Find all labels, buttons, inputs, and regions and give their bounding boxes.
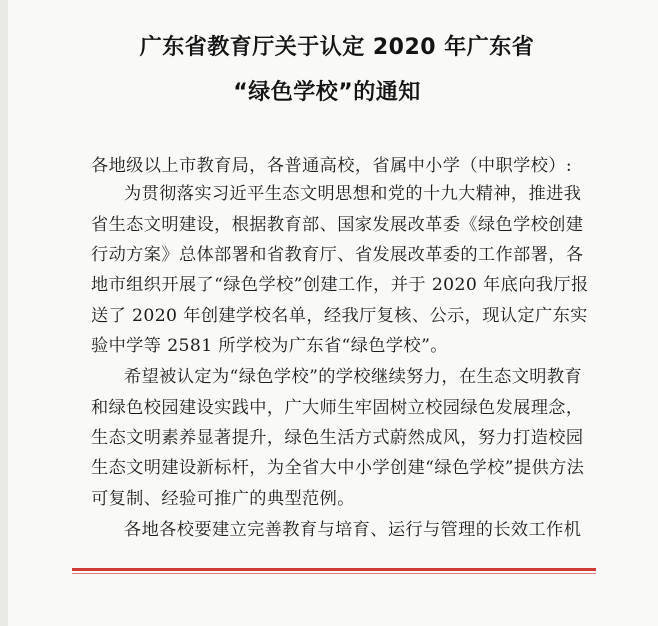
paragraph-1-line-6: 验中学等 2581 所学校为广东省“绿色学校”。 <box>91 336 448 356</box>
paragraph-1-line-5: 送了 2020 年创建学校名单，经我厅复核、公示，现认定广东实 <box>91 306 588 326</box>
paragraph-1-line-2: 省生态文明建设，根据教育部、国家发展改革委《绿色学校创建 <box>91 215 584 235</box>
red-separator-rule <box>72 568 596 571</box>
red-separator-rule-thin <box>72 573 596 574</box>
paragraph-2-line-3: 生态文明素养显著提升，绿色生活方式蔚然成风，努力打造校园 <box>91 428 584 448</box>
paragraph-1-line-4: 地市组织开展了“绿色学校”创建工作，并于 2020 年底向我厅报 <box>91 275 589 295</box>
document-title-line-2: “绿色学校”的通知 <box>233 80 421 105</box>
paragraph-1-line-1: 为贯彻落实习近平生态文明思想和党的十九大精神，推进我 <box>124 184 582 204</box>
salutation: 各地级以上市教育局，各普通高校，省属中小学（中职学校）: <box>91 156 573 176</box>
paragraph-3-line-1: 各地各校要建立完善教育与培育、运行与管理的长效工作机 <box>124 520 582 540</box>
paragraph-2-line-2: 和绿色校园建设实践中，广大师生牢固树立校园绿色发展理念， <box>91 398 584 418</box>
paragraph-2-line-1: 希望被认定为“绿色学校”的学校继续努力，在生态文明教育 <box>124 367 583 387</box>
document-title-line-1: 广东省教育厅关于认定 2020 年广东省 <box>139 35 535 60</box>
paragraph-1-line-3: 行动方案》总体部署和省教育厅、省发展改革委的工作部署，各 <box>91 245 584 265</box>
paragraph-2-line-5: 可复制、经验可推广的典型范例。 <box>91 489 355 509</box>
paragraph-2-line-4: 生态文明建设新标杆，为全省大中小学创建“绿色学校”提供方法 <box>91 458 585 478</box>
